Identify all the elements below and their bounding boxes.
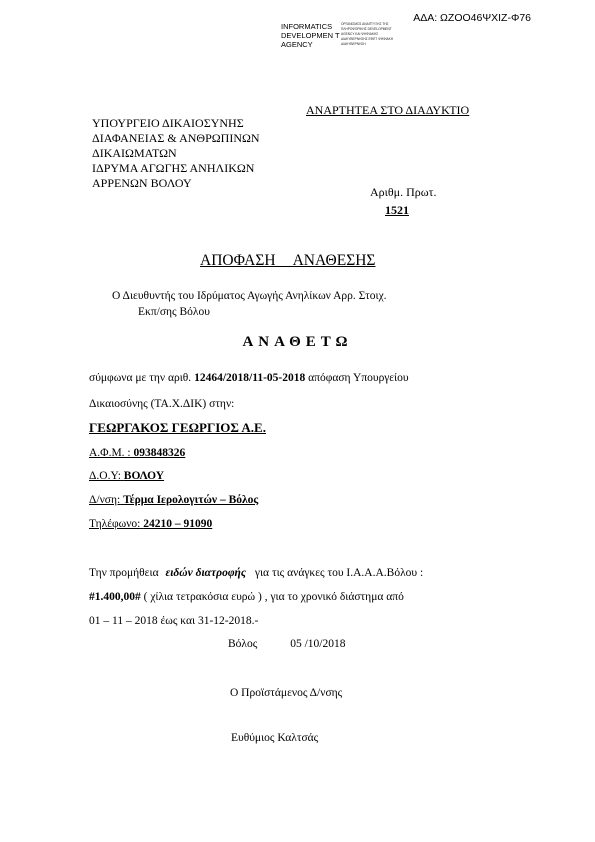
place-date <box>228 638 345 650</box>
assignment-heading: ΑΝΑΘΕΤΩ <box>242 334 353 350</box>
signer-name: Ευθύμιος Καλτσάς <box>231 732 319 744</box>
body-paragraph-line-1 <box>89 567 423 579</box>
logo-greek-text: ΟΡΓΑΝΙΣΜΟΣ ΑΝΑΠΤΥΞΗΣ ΤΗΣ ΠΛΗΡΟΦΟΡΙΚΗΣ DEVELOPMENT AGENCY ΚΑΙ ΨΗΦΙΑΚΗΣ ΔΙΑΚΥΒΕΡΝΗΣΗΣ ΕΦΕΤ ΨΗΦΙΑΚΗ ΔΙΑΚΥΒΕΡΝΗΣΗ <box>341 22 394 46</box>
signer-role: Ο Προϊστάμενος Δ/νσης <box>230 687 343 699</box>
director-line-2: Εκπ/σης Βόλου <box>138 306 210 318</box>
decision-prefix: σύμφωνα με την αριθ. <box>89 372 192 384</box>
issuer-line: ΑΡΡΕΝΩΝ ΒΟΛΟΥ <box>92 176 192 190</box>
tax-id-label: Α.Φ.Μ. : <box>89 447 131 459</box>
body-paragraph-line-2 <box>89 591 404 603</box>
address-field <box>89 494 258 506</box>
body-item: ειδών διατροφής <box>165 567 246 579</box>
phone-field <box>89 518 212 530</box>
tax-id-field <box>89 447 185 459</box>
issuer-line: ΔΙΑΦΑΝΕΙΑΣ & ΑΝΘΡΩΠΙΝΩΝ <box>92 131 260 145</box>
place: Βόλος <box>228 638 258 650</box>
decision-suffix: απόφαση Υπουργείου <box>308 372 409 384</box>
body-amount-text: ( χίλια τετρακόσια ευρώ ) , για το χρονικό διάστημα από <box>143 591 404 603</box>
date: 05 /10/2018 <box>290 638 346 650</box>
protocol-number: 1521 <box>385 203 409 217</box>
body-paragraph-line-3: 01 – 11 – 2018 έως και 31-12-2018.- <box>89 615 259 627</box>
phone-value: 24210 – 91090 <box>143 518 213 530</box>
director-line-1: Ο Διευθυντής του Ιδρύματος Αγωγής Ανηλίκων Αρρ. Στοιχ. <box>112 290 387 302</box>
document-title: ΑΠΟΦΑΣΗ ΑΝΑΘΕΣΗΣ <box>200 252 376 269</box>
director-statement <box>112 288 387 320</box>
company-name: ΓΕΩΡΓΑΚΟΣ ΓΕΩΡΓΙΟΣ Α.Ε. <box>89 420 266 435</box>
decision-line-2: Δικαιοσύνης (ΤΑ.Χ.ΔΙΚ) στην: <box>89 398 235 410</box>
protocol-label: Αριθμ. Πρωτ. <box>370 185 437 199</box>
issuer-line: ΙΔΡΥΜΑ ΑΓΩΓΗΣ ΑΝΗΛΙΚΩΝ <box>92 161 255 175</box>
decision-reference: 12464/2018/11-05-2018 <box>194 372 306 384</box>
issuer-block <box>92 116 260 191</box>
tax-office-field <box>89 470 164 482</box>
address-label: Δ/νση: <box>89 494 121 506</box>
address-value: Τέρμα Ιερολογιτών – Βόλος <box>123 494 259 506</box>
logo-english-text: INFORMATICS DEVELOPMEN T AGENCY <box>281 22 340 49</box>
issuer-line: ΔΙΚΑΙΩΜΑΤΩΝ <box>92 146 177 160</box>
ada-code: ΑΔΑ: ΩΖΟΟ46ΨΧΙΖ-Φ76 <box>413 12 531 24</box>
tax-id-value: 093848326 <box>133 447 186 459</box>
publish-notice: ΑΝΑΡΤΗΤΕΑ ΣΤΟ ΔΙΑΔΥΚΤΙΟ <box>306 103 470 117</box>
phone-label: Τηλέφωνο: <box>89 518 141 530</box>
body-prefix: Την προμήθεια <box>89 567 159 579</box>
decision-line-1 <box>89 372 409 384</box>
body-suffix: για τις ανάγκες του Ι.Α.Α.Α.Βόλου : <box>254 567 424 579</box>
tax-office-value: ΒΟΛΟΥ <box>123 470 165 482</box>
tax-office-label: Δ.Ο.Υ: <box>89 470 121 482</box>
issuer-line: ΥΠΟΥΡΓΕΙΟ ΔΙΚΑΙΟΣΥΝΗΣ <box>92 116 244 130</box>
body-amount: #1.400,00# <box>89 591 141 603</box>
